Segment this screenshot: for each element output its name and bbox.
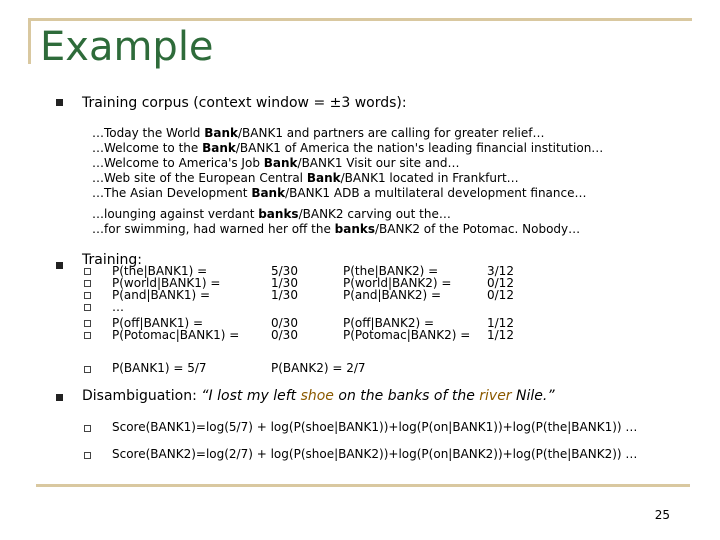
corpus-heading: Training corpus (context window = ±3 words): <box>82 95 407 111</box>
sub-bullet-square <box>84 452 91 459</box>
prob-value-bank2: 3/12 <box>487 264 514 278</box>
sub-bullet-square <box>84 425 91 432</box>
prior-bank1: P(BANK1) = 5/7 <box>112 361 207 375</box>
highlight-word: banks <box>387 388 430 404</box>
context-text: /BANK2 of the Potomac. Nobody… <box>375 222 581 236</box>
sub-bullet-square <box>84 320 91 327</box>
context-text: …for swimming, had warned her off the <box>92 222 335 236</box>
prob-label-bank1: P(off|BANK1) = <box>112 316 204 330</box>
context-text: …Web site of the European Central <box>92 171 307 185</box>
context-text: /BANK1 ADB a multilateral development finance… <box>285 186 587 200</box>
context-text: /BANK1 of America the nation's leading financial institution… <box>235 141 604 155</box>
context-text: …lounging against verdant <box>92 207 259 221</box>
bullet-square <box>56 262 63 269</box>
sub-bullet-square <box>84 332 91 339</box>
prob-label-bank2: P(off|BANK2) = <box>343 316 435 330</box>
bullet-square <box>56 99 63 106</box>
footer-rule <box>36 484 690 487</box>
sentence-text: on the <box>333 388 388 404</box>
target-word: banks <box>258 207 299 221</box>
sub-bullet-square <box>84 280 91 287</box>
prob-label-bank1: P(world|BANK1) = <box>112 276 221 290</box>
disambiguation-label: Disambiguation: <box>82 388 197 404</box>
page-number: 25 <box>654 508 670 522</box>
prob-label-bank2: P(and|BANK2) = <box>343 288 442 302</box>
slide-title: Example <box>40 24 214 70</box>
score-bank2: Score(BANK2)=log(2/7) + log(P(shoe|BANK2))+log(P(on|BANK2))+log(P(the|BANK2)) … <box>112 447 638 461</box>
prob-label-bank2: P(the|BANK2) = <box>343 264 439 278</box>
example-line <box>92 207 451 222</box>
sub-bullet-square <box>84 268 91 275</box>
context-text: /BANK1 and partners are calling for greater relief… <box>238 126 545 140</box>
target-word: Bank <box>204 126 239 140</box>
prob-value-bank1: 1/30 <box>271 288 298 302</box>
prob-value-bank2: 1/12 <box>487 328 514 342</box>
context-text: /BANK1 located in Frankfurt… <box>340 171 519 185</box>
sub-bullet-square <box>84 366 91 373</box>
example-line <box>92 141 603 156</box>
prob-label-bank1: P(Potomac|BANK1) = <box>112 328 240 342</box>
prob-label-bank2: P(Potomac|BANK2) = <box>343 328 471 342</box>
context-text: …Today the World <box>92 126 205 140</box>
target-word: banks <box>334 222 376 236</box>
context-text: …The Asian Development <box>92 186 252 200</box>
target-word: Bank <box>263 156 298 170</box>
prob-label-bank1: … <box>112 300 124 314</box>
sentence-text: “I lost my left <box>201 388 301 404</box>
sentence-text: Nile.” <box>511 388 555 404</box>
prior-bank2: P(BANK2) = 2/7 <box>271 361 366 375</box>
prob-label-bank1: P(and|BANK1) = <box>112 288 211 302</box>
disambiguation-line <box>82 388 555 404</box>
prob-label-bank1: P(the|BANK1) = <box>112 264 208 278</box>
context-text: /BANK2 carving out the… <box>298 207 451 221</box>
prob-label-bank2: P(world|BANK2) = <box>343 276 452 290</box>
context-text: /BANK1 Visit our site and… <box>297 156 460 170</box>
training-heading: Training: <box>82 252 142 268</box>
disambiguation-sentence <box>201 388 554 404</box>
example-line <box>92 126 545 141</box>
bullet-square <box>56 394 63 401</box>
prob-value-bank1: 0/30 <box>271 316 298 330</box>
prob-value-bank1: 5/30 <box>271 264 298 278</box>
context-text: …Welcome to America's Job <box>92 156 264 170</box>
example-line <box>92 222 580 237</box>
highlight-word: river <box>479 388 512 404</box>
example-line <box>92 186 587 201</box>
target-word: Bank <box>202 141 236 155</box>
example-line <box>92 156 459 171</box>
prob-value-bank2: 1/12 <box>487 316 514 330</box>
highlight-word: shoe <box>300 388 334 404</box>
example-line <box>92 171 519 186</box>
prob-value-bank1: 0/30 <box>271 328 298 342</box>
frame-top-bar <box>28 18 692 21</box>
score-bank1: Score(BANK1)=log(5/7) + log(P(shoe|BANK1))+log(P(on|BANK1))+log(P(the|BANK1)) … <box>112 420 638 434</box>
prob-value-bank1: 1/30 <box>271 276 298 290</box>
prob-value-bank2: 0/12 <box>487 276 514 290</box>
context-text: …Welcome to the <box>92 141 203 155</box>
sentence-text: of the <box>429 388 480 404</box>
frame-left-bar <box>28 18 31 64</box>
sub-bullet-square <box>84 292 91 299</box>
prob-value-bank2: 0/12 <box>487 288 514 302</box>
sub-bullet-square <box>84 304 91 311</box>
target-word: Bank <box>306 171 341 185</box>
target-word: Bank <box>251 186 286 200</box>
